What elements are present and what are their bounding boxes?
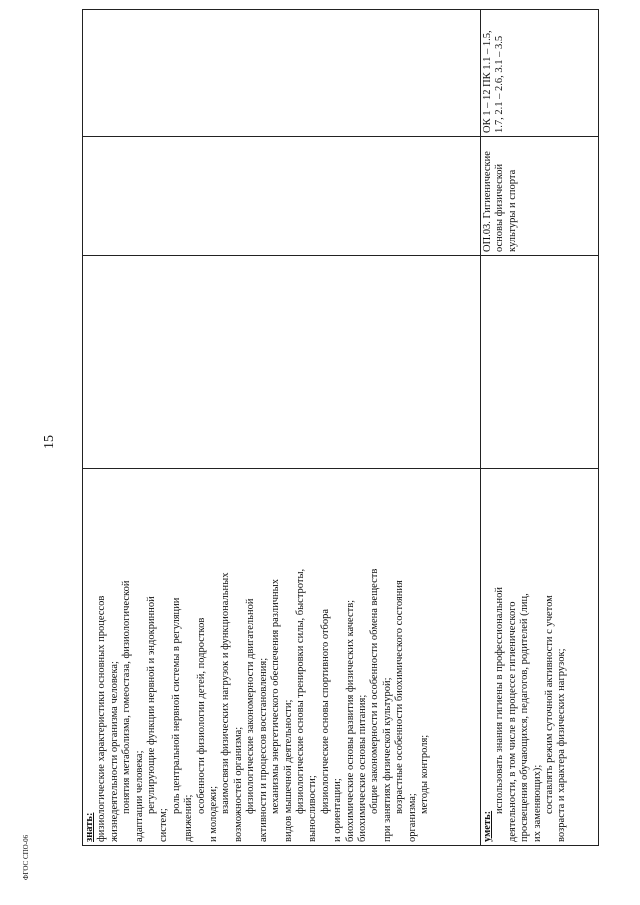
know-list <box>96 472 431 842</box>
know-heading: знать: <box>84 812 95 842</box>
can-item: просвещения обучающихся, педагогов, родителей (лиц, <box>519 593 531 842</box>
empty-cell <box>83 256 481 469</box>
know-item: видов мышечной деятельности; <box>282 699 294 842</box>
know-item: при занятиях физической культурой; <box>381 677 393 842</box>
know-item: и молодежи; <box>208 786 220 842</box>
knowledge-cell <box>83 469 481 846</box>
know-item: роль центральной нервной системы в регуляции <box>170 597 182 814</box>
skills-cell <box>481 469 599 846</box>
can-item: их заменяющих); <box>531 764 543 842</box>
discipline-name: ОП.03. Гигиенические основы физической культуры и спорта <box>482 151 518 252</box>
know-item: общие закономерности и особенности обмена веществ <box>369 568 381 814</box>
know-item: и ориентации; <box>332 778 344 842</box>
know-item: физиологические основы тренировки силы, быстроты, <box>294 568 306 814</box>
know-item: активности и процессов восстановления; <box>257 657 269 842</box>
know-item: выносливости; <box>307 775 319 842</box>
know-item: физиологические основы спортивного отбора <box>319 608 331 814</box>
empty-cell <box>83 10 481 137</box>
discipline-cell <box>481 137 599 256</box>
can-item: возраста и характера физических нагрузок; <box>556 648 568 842</box>
can-heading: уметь: <box>482 810 493 842</box>
know-item: возможностей организма; <box>232 726 244 842</box>
know-item: понятия метаболизма, гомеостаза, физиологической <box>121 580 133 814</box>
know-item: организма; <box>406 793 418 842</box>
table-row <box>481 10 599 846</box>
know-item: механизмы энергетического обеспечения различных <box>270 579 282 814</box>
competency-codes: ОК 1 – 12 ПК 1.1 – 1.5, 1.7, 2.1 – 2.6, 3.1 – 3.5 <box>482 30 506 133</box>
know-item: адаптации человека; <box>133 750 145 842</box>
competency-table <box>82 9 599 846</box>
competencies-cell <box>481 10 599 137</box>
know-item: физиологические закономерности двигательной <box>245 598 257 814</box>
can-item: составлять режим суточной активности с учетом <box>544 595 556 814</box>
know-item: биохимические основы развития физических качеств; <box>344 599 356 842</box>
know-item: методы контроля; <box>418 734 430 814</box>
rotated-page <box>42 30 598 846</box>
empty-cell <box>481 256 599 469</box>
empty-cell <box>83 137 481 256</box>
know-item: взаимосвязи физических нагрузок и функциональных <box>220 572 232 814</box>
table-row <box>83 10 481 846</box>
know-item: физиологические характеристики основных процессов <box>96 595 108 842</box>
can-item: использовать знания гигиены в профессиональной <box>494 586 506 814</box>
know-item: возрастные особенности биохимического состояния <box>394 580 406 814</box>
know-item: движений; <box>183 794 195 842</box>
know-item: особенности физиологии детей, подростков <box>195 617 207 814</box>
page-number: 15 <box>42 435 57 449</box>
can-item: деятельности, в том числе в процессе гигиенического <box>506 601 518 842</box>
know-item: жизнедеятельности организма человека; <box>108 661 120 842</box>
footer-label: ФГОС СПО-06 <box>22 834 30 880</box>
know-item: систем; <box>158 808 170 842</box>
can-list <box>494 472 568 842</box>
know-item: регулирующие функции нервной и эндокринной <box>146 596 158 814</box>
know-item: биохимические основы питания; <box>356 694 368 842</box>
